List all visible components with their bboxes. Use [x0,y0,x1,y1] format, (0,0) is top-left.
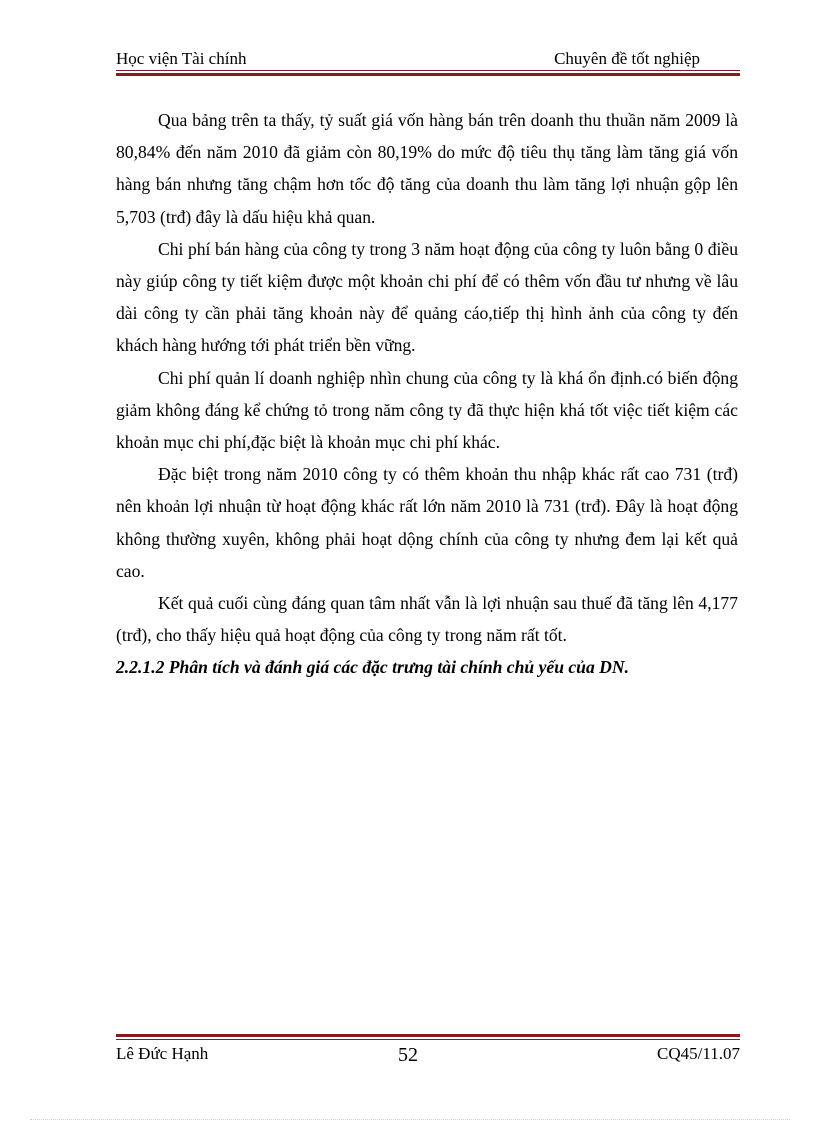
footer-class-code: CQ45/11.07 [657,1044,740,1063]
paragraph-other-income: Đặc biệt trong năm 2010 công ty có thêm khoản thu nhập khác rất cao 731 (trđ) nên khoản lợi nhuận từ hoạt động khác rất lớn năm 2010 là 731 (trđ). Đây là hoạt động không thường xuyên, không phải hoạt dộng chính của công ty nhưng đem lại kết quả cao. [116,464,738,581]
page-number: 52 [398,1044,418,1066]
footer-rule-thin [116,1039,740,1040]
header-rule-thin [116,70,740,71]
header-rule-thick [116,73,740,76]
section-subheading: 2.2.1.2 Phân tích và đánh giá các đặc trưng tài chính chủ yếu của DN. [116,657,629,678]
body-text [116,104,738,683]
footer-author: Lê Đức Hạnh [116,1044,209,1063]
paragraph-selling-expense: Chi phí bán hàng của công ty trong 3 năm hoạt động của công ty luôn bằng 0 điều này giúp công ty tiết kiệm được một khoản chi phí để có thêm vốn đầu tư nhưng về lâu dài công ty cần phải tăng khoản này để quảng cáo,tiếp thị hình ảnh của công ty đến khách hàng hướng tới phát triển bền vững. [116,238,738,356]
footer-rule-thick [116,1034,740,1037]
header-institution: Học viện Tài chính [116,49,247,68]
header-document-type: Chuyên đề tốt nghiệp [554,49,700,68]
page-edge-divider [30,1119,790,1120]
page-header [116,49,740,71]
paragraph-net-profit: Kết quả cuối cùng đáng quan tâm nhất vẫn là lợi nhuận sau thuế đã tăng lên 4,177 (trđ), cho thấy hiệu quả hoạt động của công ty trong năm rất tốt. [116,593,738,646]
page-footer [116,1044,740,1066]
paragraph-admin-expense: Chi phí quản lí doanh nghiệp nhìn chung của công ty là khá ổn định.có biến động giảm không đáng kể chứng tỏ trong năm công ty đã thực hiện khá tốt việc tiết kiệm các khoản mục chi phí,đặc biệt là khoản mục chi phí khác. [116,367,738,453]
paragraph-cost-ratio: Qua bảng trên ta thấy, tỷ suất giá vốn hàng bán trên doanh thu thuần năm 2009 là 80,84% đến năm 2010 đã giảm còn 80,19% do mức độ tiêu thụ tăng làm tăng giá vốn hàng bán nhưng tăng chậm hơn tốc độ tăng của doanh thu làm tăng lợi nhuận gộp lên 5,703 (trđ) đây là dấu hiệu khả quan. [116,110,738,227]
